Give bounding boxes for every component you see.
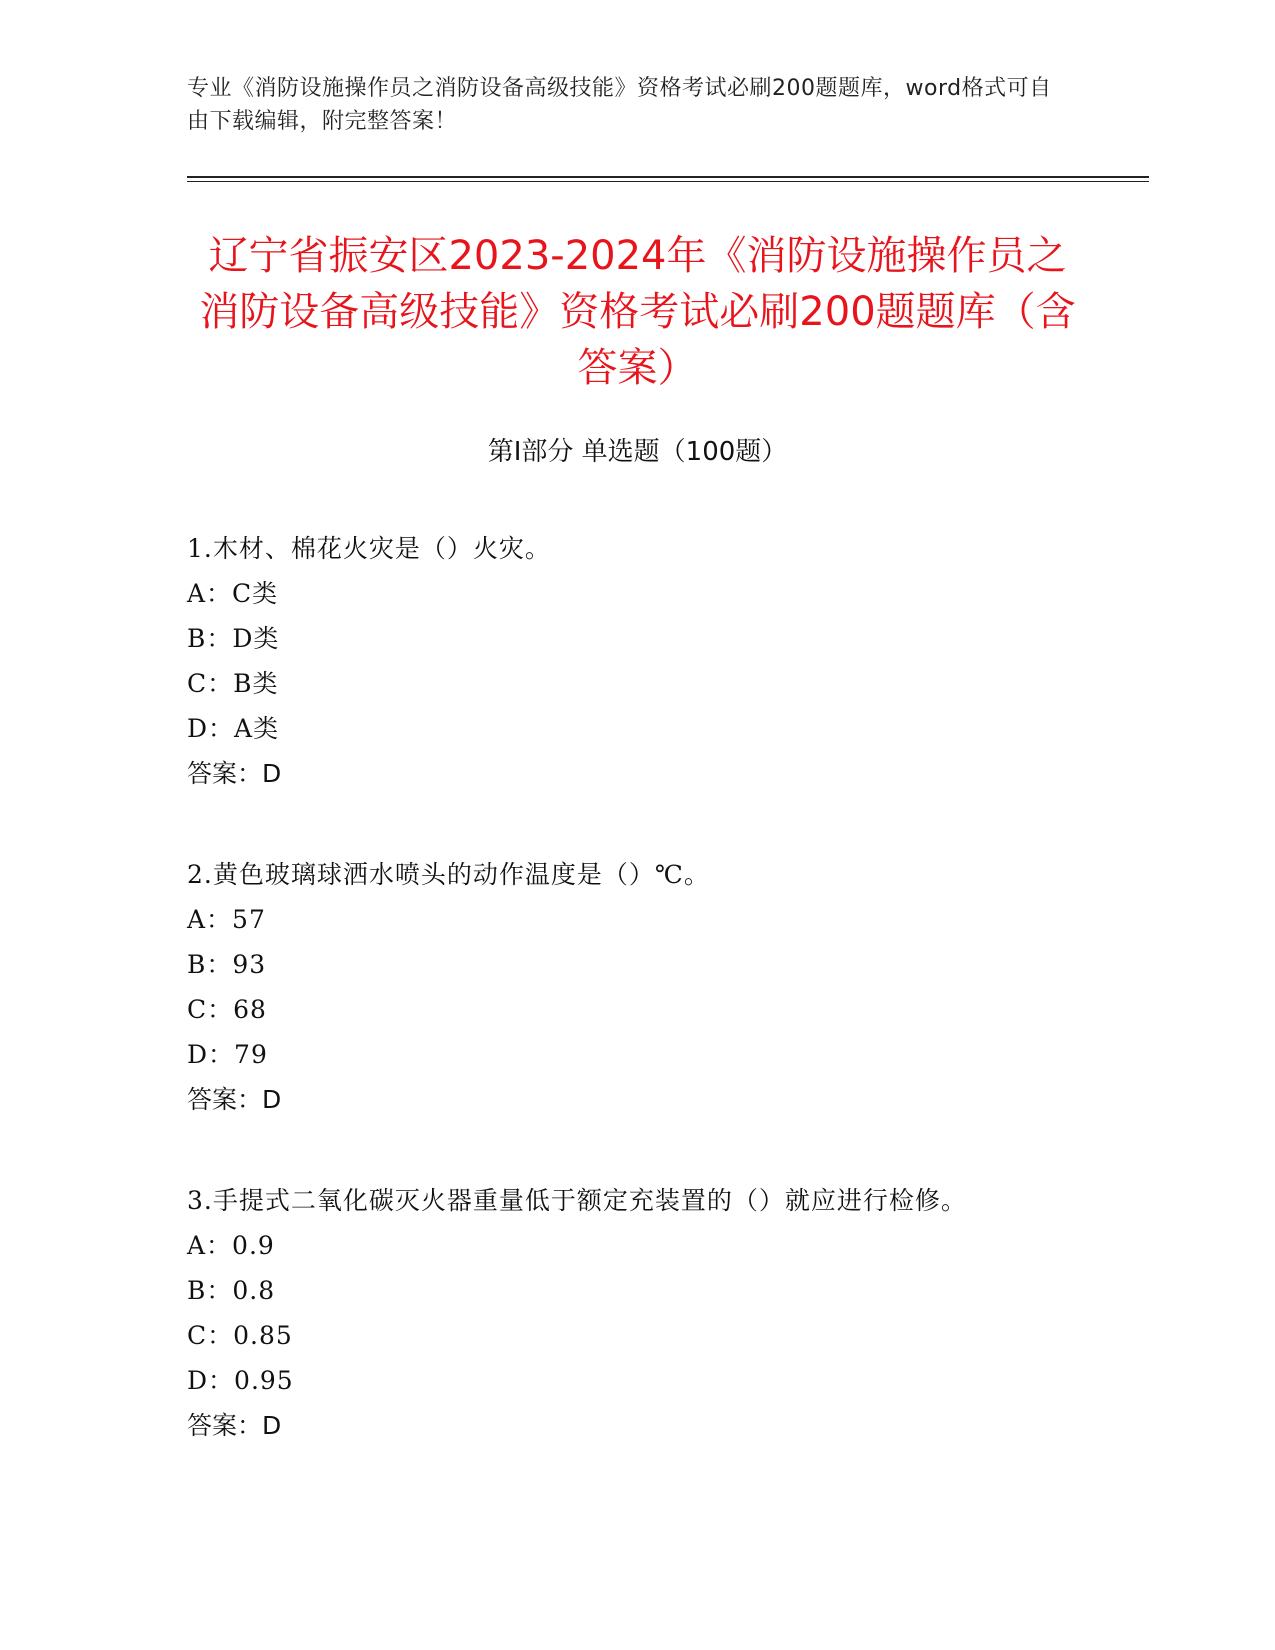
option-a: A：57 xyxy=(187,905,266,934)
option-c: C：68 xyxy=(187,995,267,1024)
answer: 答案：D xyxy=(187,759,282,788)
question-stem: 1.木材、棉花火灾是（）火灾。 xyxy=(187,534,551,563)
document-title: 辽宁省振安区2023-2024年《消防设施操作员之消防设备高级技能》资格考试必刷200题题库（含答案） xyxy=(199,233,1076,391)
option-a: A：0.9 xyxy=(187,1231,275,1260)
header-note: 专业《消防设施操作员之消防设备高级技能》资格考试必刷200题题库，word格式可自由下载编辑，附完整答案！ xyxy=(187,76,1052,134)
answer: 答案：D xyxy=(187,1411,282,1440)
option-a: A：C类 xyxy=(187,579,279,608)
question-stem: 3.手提式二氧化碳灭火器重量低于额定充装置的（）就应进行检修。 xyxy=(187,1186,967,1215)
option-c: C：0.85 xyxy=(187,1321,293,1350)
option-d: D：79 xyxy=(187,1040,268,1069)
option-b: B：0.8 xyxy=(187,1276,276,1305)
question-stem: 2.黄色玻璃球洒水喷头的动作温度是（）℃。 xyxy=(187,860,710,889)
option-d: D：0.95 xyxy=(187,1366,294,1395)
option-b: B：D类 xyxy=(187,624,280,653)
question-1 xyxy=(187,526,1137,796)
answer: 答案：D xyxy=(187,1085,282,1114)
option-d: D：A类 xyxy=(187,714,280,743)
question-list xyxy=(187,526,1137,1504)
question-3 xyxy=(187,1178,1137,1448)
option-c: C：B类 xyxy=(187,669,279,698)
option-b: B：93 xyxy=(187,950,267,979)
question-2 xyxy=(187,852,1137,1122)
section-heading: 第Ⅰ部分 单选题（100题） xyxy=(487,437,788,467)
header-divider xyxy=(187,176,1149,182)
